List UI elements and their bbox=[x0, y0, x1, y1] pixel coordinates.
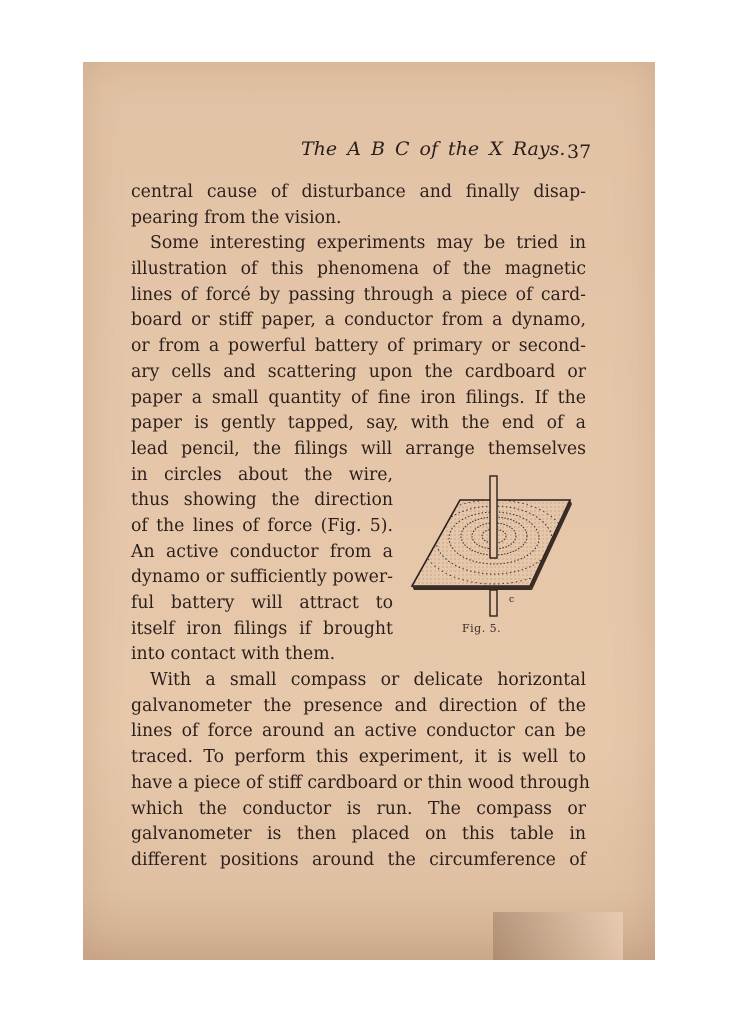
text-line: paper is gently tapped, say, with the end of a bbox=[131, 413, 586, 434]
text-line: or from a powerful battery of primary or second- bbox=[131, 336, 586, 357]
text-line: An active conductor from a bbox=[131, 541, 393, 562]
text-line: ary cells and scattering upon the cardboard or bbox=[131, 361, 586, 382]
figure-caption: Fig. 5. bbox=[462, 622, 502, 635]
page-edge-shadow bbox=[493, 912, 623, 960]
text-line: central cause of disturbance and finally disap- bbox=[131, 182, 586, 202]
page-header bbox=[83, 138, 655, 174]
text-line: pearing from the vision. bbox=[131, 207, 342, 228]
text-line: galvanometer the presence and direction of the bbox=[131, 695, 586, 716]
text-line: itself iron filings if brought bbox=[131, 618, 393, 639]
text-line: dynamo or sufficiently power- bbox=[131, 567, 393, 588]
text-line: board or stiff paper, a conductor from a dynamo, bbox=[131, 310, 586, 331]
text-line: of the lines of force (Fig. 5). bbox=[131, 515, 393, 536]
page-number: 37 bbox=[567, 141, 592, 163]
text-line: traced. To perform this experiment, it is well to bbox=[131, 747, 586, 768]
running-title: The A B C of the X Rays. bbox=[301, 138, 566, 160]
text-line: into contact with them. bbox=[131, 644, 336, 665]
text-line: in circles about the wire, bbox=[131, 464, 393, 485]
text-line: have a piece of stiff cardboard or thin wood through bbox=[131, 772, 590, 793]
text-line: Some interesting experiments may be tried in bbox=[150, 233, 586, 254]
text-line: paper a small quantity of fine iron filings. If the bbox=[131, 387, 586, 408]
text-line: lead pencil, the filings will arrange themselves bbox=[131, 438, 586, 459]
text-line: With a small compass or delicate horizontal bbox=[150, 670, 586, 691]
conductor-wire bbox=[490, 476, 497, 558]
text-line: ful battery will attract to bbox=[131, 593, 393, 613]
text-line: thus showing the direction bbox=[131, 490, 393, 511]
text-line: different positions around the circumference of bbox=[131, 849, 586, 870]
wire-label: c bbox=[509, 595, 515, 605]
text-line: illustration of this phenomena of the magnetic bbox=[131, 259, 586, 280]
text-line: lines of force around an active conductor can be bbox=[131, 721, 586, 742]
figure-5-illustration bbox=[410, 474, 580, 644]
text-line: which the conductor is run. The compass or bbox=[131, 798, 586, 819]
text-line: galvanometer is then placed on this table in bbox=[131, 824, 586, 845]
text-line: lines of forcé by passing through a piece of card- bbox=[131, 284, 586, 305]
